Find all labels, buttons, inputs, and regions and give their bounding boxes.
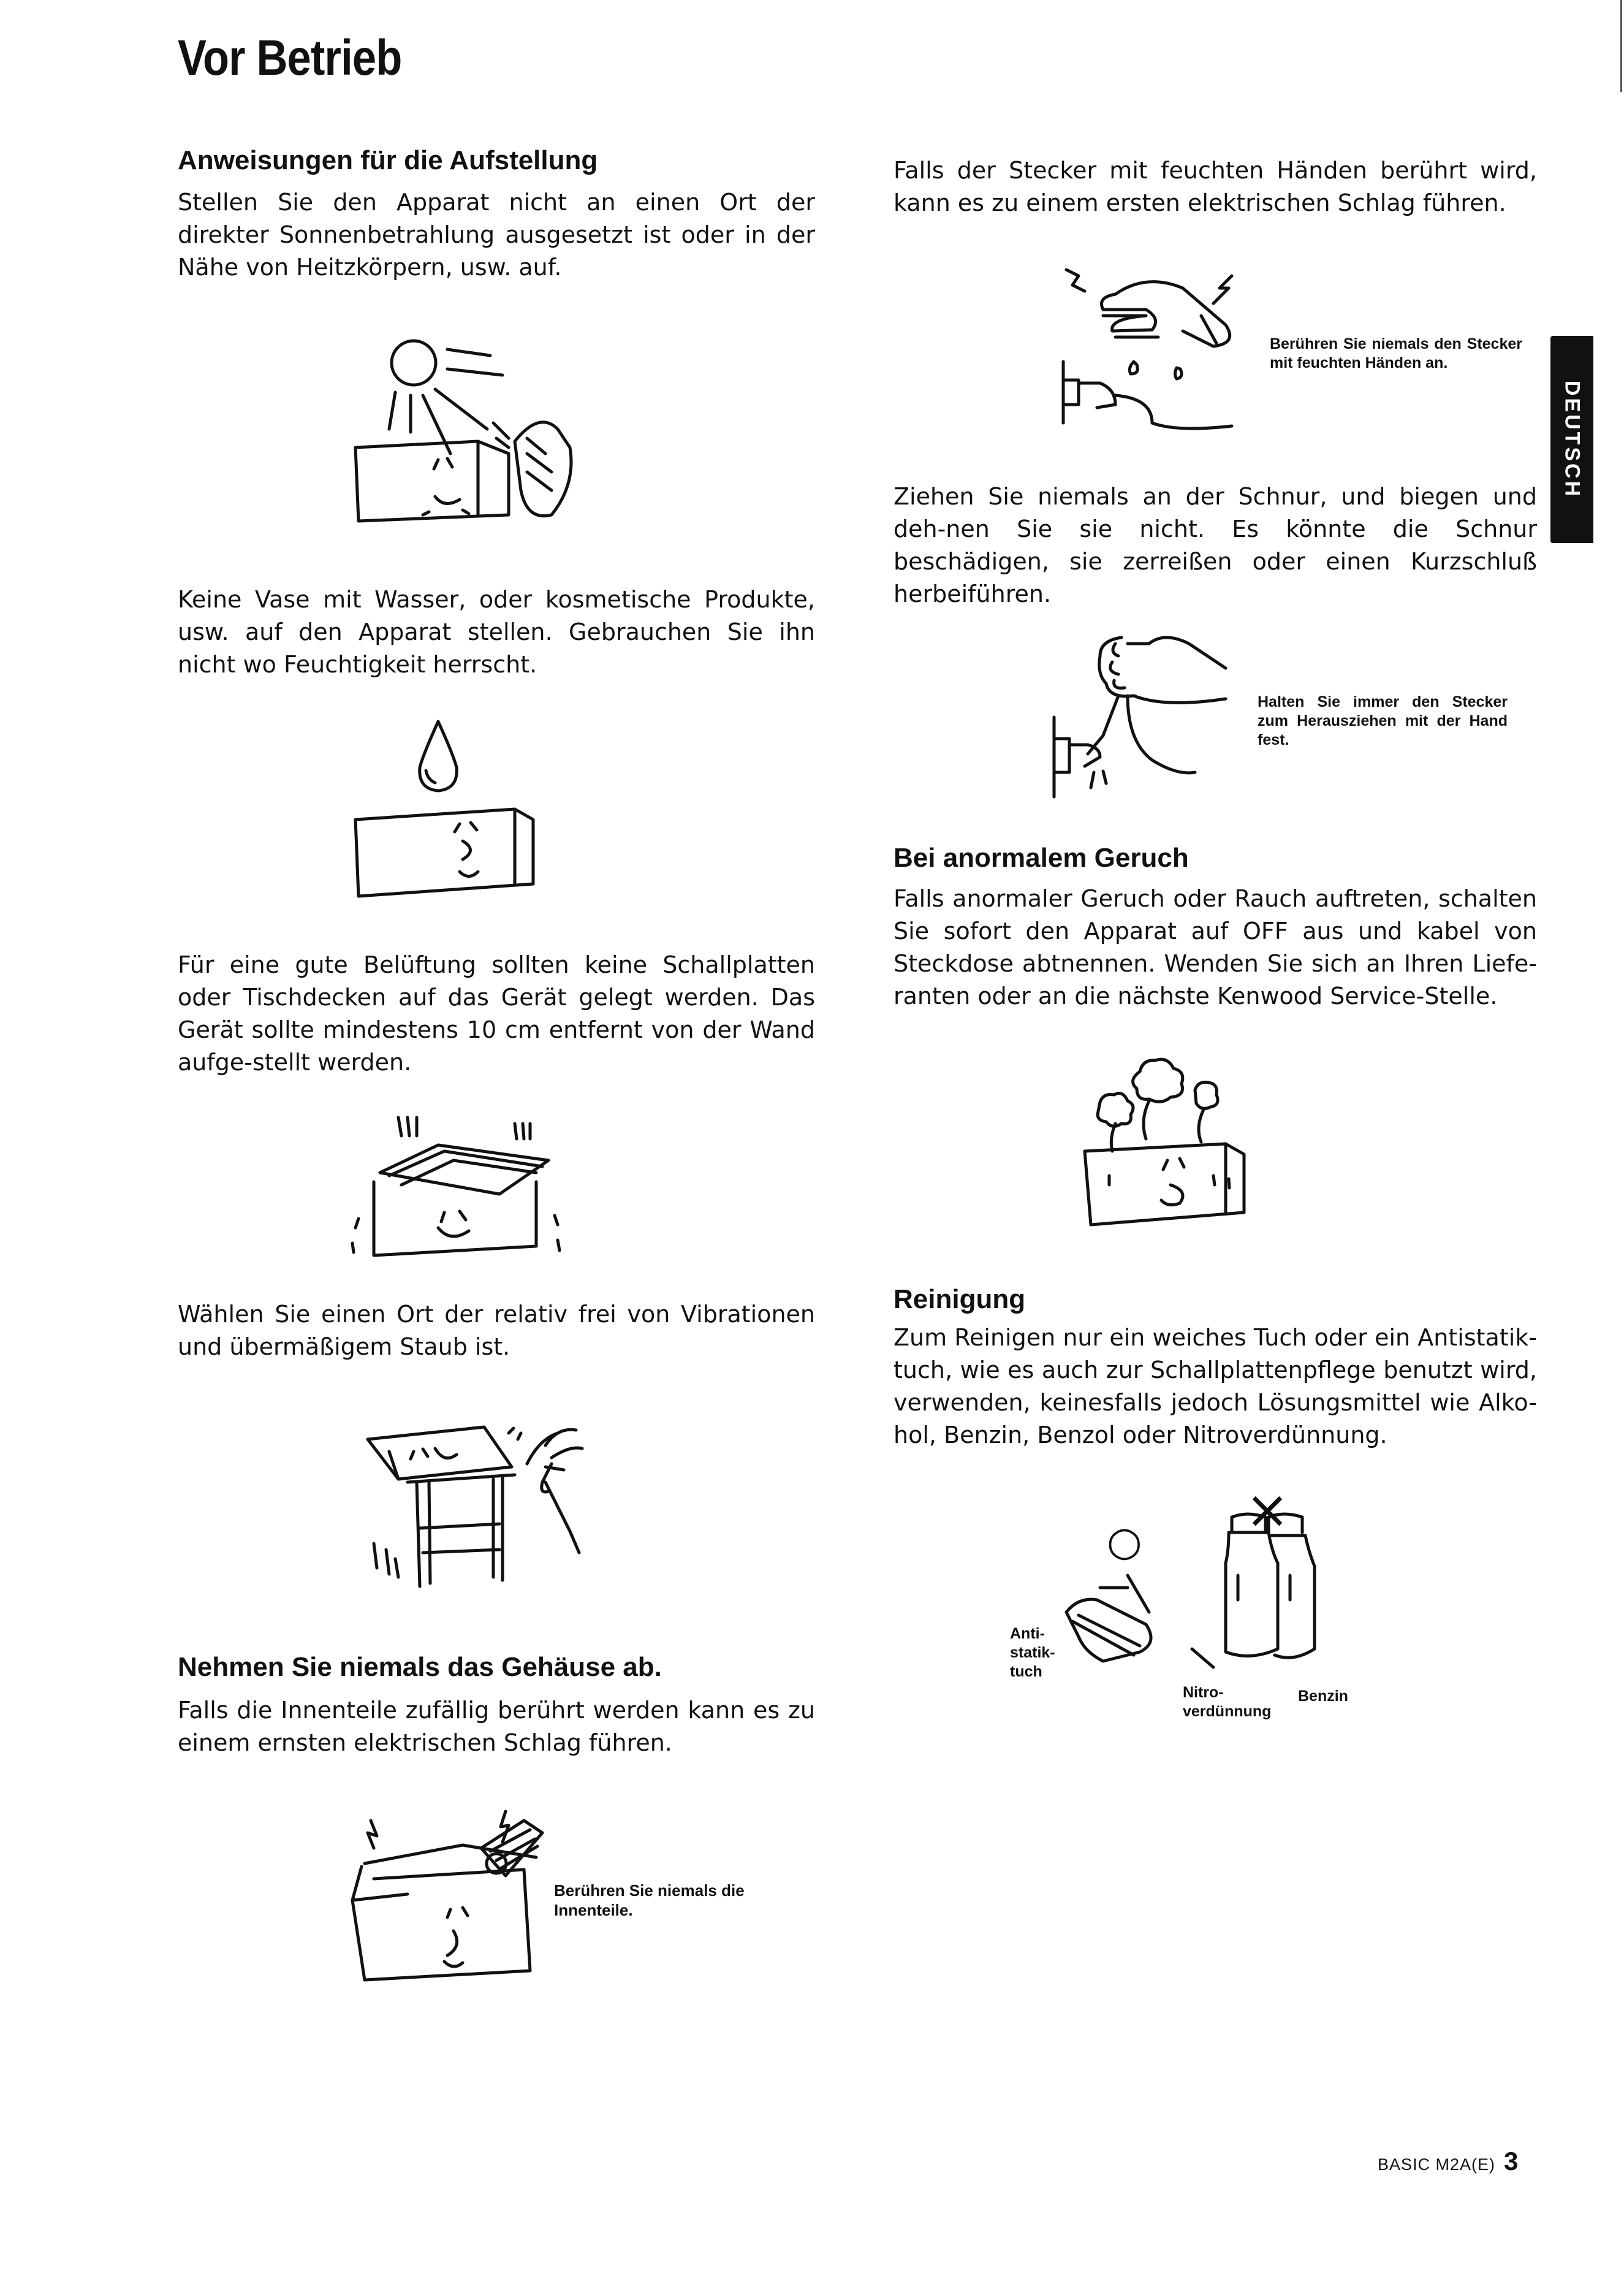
text-ventilation: Für eine gute Belüftung sollten keine Schallplatten oder Tischdecken auf das Gerät gelegt werden. Das Gerät sollte mindestens 10 cm entfernt von der Wand aufge-stellt werden.	[178, 951, 815, 1076]
text-vibration: Wählen Sie einen Ort der relativ frei von Vibrationen und übermäßigem Staub ist.	[178, 1301, 815, 1360]
records-illustration	[346, 1114, 573, 1280]
open-housing-illustration	[340, 1808, 555, 1986]
text-odor: Falls anormaler Geruch oder Rauch auftreten, schalten Sie sofort den Apparat auf OFF aus und kabel von Steckdose abtnennen. Wenden Sie sich an Ihren Liefe-ranten oder an die nächste Kenwood Service-Stelle.	[894, 885, 1537, 1010]
text-installation: Stellen Sie den Apparat nicht an einen Ort der direkter Sonnenbetrahlung ausgesetzt ist oder in der Nähe von Heitzkörpern, usw. auf.	[178, 189, 815, 281]
chair-duster-illustration	[362, 1421, 619, 1599]
text-cord: Ziehen Sie niemals an der Schnur, und biegen und deh-nen Sie sie nicht. Es könnte die Schnur beschädigen, sie zerreißen oder einen Kurzschluß herbeiführen.	[894, 483, 1537, 607]
caption-internal-parts: Berühren Sie niemals die Innenteile.	[554, 1881, 745, 1919]
label-nitro: Nitro-verdünnung	[1183, 1684, 1272, 1720]
text-cleaning: Zum Reinigen nur ein weiches Tuch oder ein Antistatik-tuch, wie es auch zur Schallplattenpflege benutzt wird, verwenden, keinesfalls jedoch Lösungsmittel wie Alko-hol, Benzin, Benzol oder Nitroverdünnung.	[894, 1324, 1537, 1448]
heading-cleaning: Reinigung	[894, 1284, 1026, 1314]
text-vase: Keine Vase mit Wasser, oder kosmetische Produkte, usw. auf den Apparat stellen. Gebrauchen Sie ihn nicht wo Feuchtigkeit herrscht.	[178, 586, 815, 678]
language-tab	[1550, 336, 1593, 543]
mark-forbidden: ×	[1245, 1479, 1290, 1540]
cleaning-illustration	[1054, 1496, 1360, 1692]
page-number: 3	[1504, 2147, 1519, 2175]
wet-hand-plug-illustration	[1054, 257, 1262, 435]
label-benzin: Benzin	[1298, 1688, 1348, 1705]
footer-model: BASIC M2A(E)	[1378, 2155, 1496, 2174]
page-title: Vor Betrieb	[178, 30, 402, 86]
page-footer	[1378, 2147, 1519, 2176]
heading-installation: Anweisungen für die Aufstellung	[178, 145, 598, 175]
caption-wet-hands: Berühren Sie niemals den Stecker mit feuchten Händen an.	[1270, 335, 1522, 371]
caption-plug: Halten Sie immer den Stecker zum Herausziehen mit der Hand fest.	[1258, 693, 1508, 748]
page-edge-mark	[1620, 0, 1622, 92]
language-tab-label: DEUTSCH	[1560, 380, 1584, 499]
label-antistatic-cloth: Anti-statik-tuch	[1010, 1625, 1055, 1680]
pull-plug-illustration	[1042, 619, 1250, 803]
heading-odor: Bei anormalem Geruch	[894, 843, 1189, 873]
mark-allowed: ○	[1107, 1518, 1142, 1565]
water-drop-illustration	[349, 718, 545, 908]
smoke-illustration	[1079, 1053, 1262, 1237]
sun-heater-illustration	[343, 331, 601, 533]
heading-housing: Nehmen Sie niemals das Gehäuse ab.	[178, 1652, 662, 1682]
text-wet-hands: Falls der Stecker mit feuchten Händen berührt wird, kann es zu einem ersten elektrischen Schlag führen.	[894, 157, 1537, 216]
text-housing: Falls die Innenteile zufällig berührt werden kann es zu einem ernsten elektrischen Schlag führen.	[178, 1697, 815, 1756]
